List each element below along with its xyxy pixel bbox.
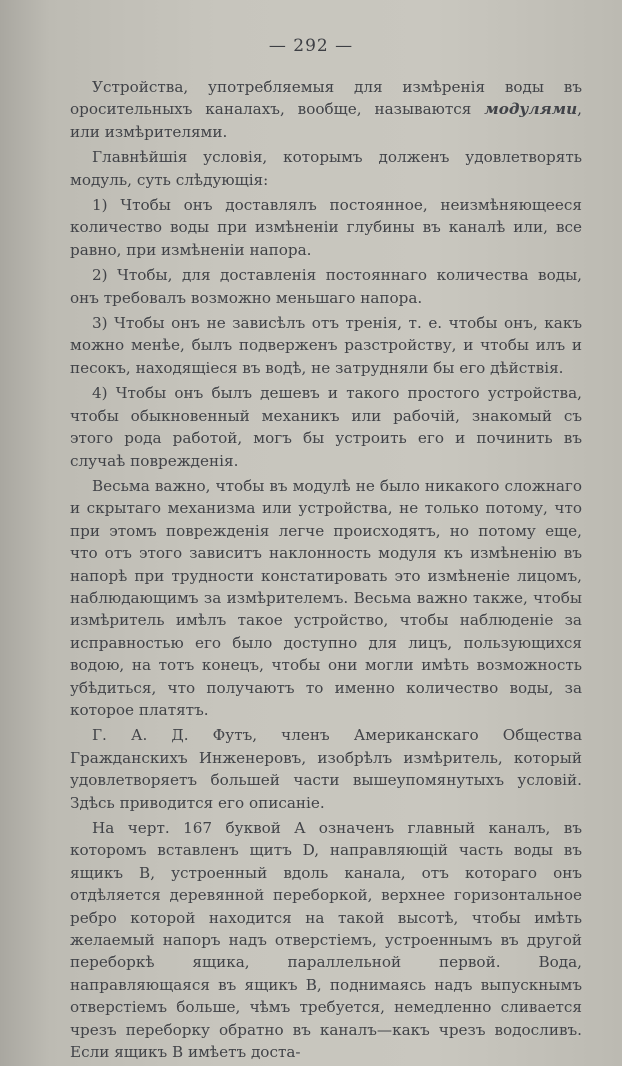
paragraph-2: Главнѣйшія условія, которымъ долженъ удовлетворять модуль, суть слѣдующія: [70, 148, 582, 189]
paragraph-1-text-a: Устройства, употребляемыя для измѣренія воды въ оросительныхъ каналахъ, вообще, называются [70, 78, 582, 119]
paragraph-8: Г. А. Д. Футъ, членъ Американскаго Общества Гражданскихъ Инженеровъ, изобрѣлъ измѣритель, который удовлетворяетъ большей части вышеупомянутыхъ условій. Здѣсь приводится его описаніе. [70, 726, 582, 812]
emphasis-word: модулями [484, 100, 578, 119]
paragraph-1 [70, 76, 582, 143]
paragraph-7: Весьма важно, чтобы въ модулѣ не было никакого сложнаго и скрытаго механизма или устройства, не только потому, что при этомъ поврежденія легче происходятъ, но потому еще, что отъ этого зависитъ наклонность модуля къ измѣненію въ напорѣ при трудности констатировать это измѣненіе лицомъ, наблюдающимъ за измѣрителемъ. Весьма важно также, чтобы измѣритель имѣлъ такое устройство, чтобы наблюденіе за исправностью его было доступно для лицъ, пользующихся водою, на тотъ конецъ, чтобы они могли имѣть возможность убѣдиться, что получаютъ то именно количество воды, за которое платятъ. [70, 476, 582, 719]
paragraph-1-text-b: , или измѣрителями. [70, 100, 582, 141]
page-number: — 292 — [268, 36, 354, 56]
paragraph-5: 3) Чтобы онъ не зависѣлъ отъ тренія, т. е. чтобы онъ, какъ можно менѣе, былъ подверженъ разстройству, и чтобы илъ и песокъ, находящіеся въ водѣ, не затрудняли бы его дѣйствія. [70, 314, 582, 377]
paragraph-4: 2) Чтобы, для доставленія постояннаго количества воды, онъ требовалъ возможно меньшаго напора. [70, 266, 582, 307]
paragraph-9: На черт. 167 буквой A означенъ главный каналъ, въ которомъ вставленъ щитъ D, направляющій часть воды въ ящикъ B, устроенный вдоль канала, отъ котораго онъ отдѣляется деревянной переборкой, верхнее горизонтальное ребро которой находится на такой высотѣ, чтобы имѣть желаемый напоръ надъ отверстіемъ, устроеннымъ въ другой переборкѣ ящика, параллельной первой. Вода, направляющаяся въ ящикъ B, поднимаясь надъ выпускнымъ отверстіемъ больше, чѣмъ требуется, немедленно сливается чрезъ переборку обратно въ каналъ—какъ чрезъ водосливъ. Если ящикъ B имѣетъ доста- [70, 819, 582, 1062]
paragraph-6: 4) Чтобы онъ былъ дешевъ и такого простого устройства, чтобы обыкновенный механикъ или рабочій, знакомый съ этого рода работой, могъ бы устроить его и починить въ случаѣ поврежденія. [70, 384, 582, 470]
page-text [70, 76, 582, 1066]
paragraph-3: 1) Чтобы онъ доставлялъ постоянное, неизмѣняющееся количество воды при измѣненіи глубины въ каналѣ или, все равно, при измѣненіи напора. [70, 196, 582, 259]
